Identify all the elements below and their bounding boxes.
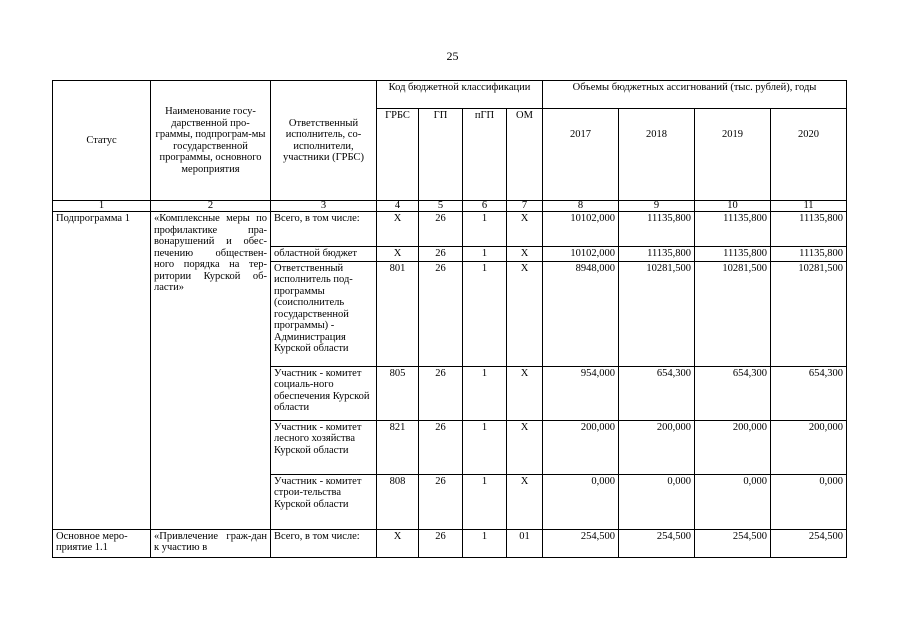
column-number: 5 [419,201,463,212]
row-executor: Участник - комитет строи-тельства Курской области [271,474,377,529]
page-number: 25 [446,49,459,63]
section1-status: Подпрограмма 1 [53,212,151,530]
header-year-2018: 2018 [619,109,695,201]
row-grbs: 805 [377,366,419,420]
budget-table [52,80,847,558]
row-gp: 26 [419,366,463,420]
row-executor: Всего, в том числе: [271,212,377,247]
section2-status: Основное меро-приятие 1.1 [53,529,151,557]
row-v2019: 0,000 [695,474,771,529]
row-grbs: Х [377,529,419,557]
header-budget-code: Код бюджетной классификации [377,81,543,109]
row-v2019: 11135,800 [695,247,771,262]
row-v2019: 654,300 [695,366,771,420]
row-grbs: 821 [377,420,419,474]
row-om: Х [507,212,543,247]
header-name: Наименование госу-дарственной про-граммы, подпрограм-мы государственной программы, основного мероприятия [151,81,271,201]
row-gp: 26 [419,420,463,474]
row-gp: 26 [419,261,463,366]
row-v2017: 200,000 [543,420,619,474]
row-om: Х [507,247,543,262]
column-number: 7 [507,201,543,212]
row-v2020: 254,500 [771,529,847,557]
row-grbs: Х [377,212,419,247]
row-v2020: 0,000 [771,474,847,529]
row-v2019: 200,000 [695,420,771,474]
header-om: ОМ [507,109,543,201]
row-v2017: 254,500 [543,529,619,557]
row-v2017: 954,000 [543,366,619,420]
header-pgp: пГП [463,109,507,201]
row-v2018: 654,300 [619,366,695,420]
column-number: 9 [619,201,695,212]
row-executor: Ответственный исполнитель под-программы (соисполнитель государственной программы) - Администрация Курской области [271,261,377,366]
column-numbers-row [53,201,847,212]
header-year-2020: 2020 [771,109,847,201]
row-om: Х [507,474,543,529]
row-om: Х [507,366,543,420]
header-executor: Ответственный исполнитель, со-исполнители, участники (ГРБС) [271,81,377,201]
row-gp: 26 [419,529,463,557]
row-v2020: 654,300 [771,366,847,420]
row-v2019: 254,500 [695,529,771,557]
row-pgp: 1 [463,247,507,262]
row-v2019: 11135,800 [695,212,771,247]
column-number: 6 [463,201,507,212]
row-v2017: 0,000 [543,474,619,529]
row-v2018: 254,500 [619,529,695,557]
row-v2018: 11135,800 [619,212,695,247]
row-executor: Всего, в том числе: [271,529,377,557]
row-v2018: 11135,800 [619,247,695,262]
row-pgp: 1 [463,366,507,420]
row-gp: 26 [419,212,463,247]
row-v2020: 11135,800 [771,212,847,247]
row-gp: 26 [419,247,463,262]
header-status: Статус [53,81,151,201]
header-volumes: Объемы бюджетных ассигнований (тыс. рублей), годы [543,81,847,109]
column-number: 4 [377,201,419,212]
column-number: 3 [271,201,377,212]
row-executor: областной бюджет [271,247,377,262]
row-v2017: 10102,000 [543,212,619,247]
table-row [53,529,847,557]
row-om: Х [507,261,543,366]
row-grbs: 808 [377,474,419,529]
row-pgp: 1 [463,474,507,529]
column-number: 11 [771,201,847,212]
row-v2020: 10281,500 [771,261,847,366]
row-v2018: 0,000 [619,474,695,529]
row-v2018: 10281,500 [619,261,695,366]
row-executor: Участник - комитет социаль-ного обеспечения Курской области [271,366,377,420]
column-number: 2 [151,201,271,212]
row-grbs: Х [377,247,419,262]
row-v2017: 8948,000 [543,261,619,366]
table-row [53,212,847,247]
row-om: 01 [507,529,543,557]
row-v2017: 10102,000 [543,247,619,262]
section2-name: «Привлечение граж-дан к участию в [151,529,271,557]
header-gp: ГП [419,109,463,201]
row-pgp: 1 [463,261,507,366]
row-v2020: 200,000 [771,420,847,474]
row-executor: Участник - комитет лесного хозяйства Курской области [271,420,377,474]
row-pgp: 1 [463,529,507,557]
column-number: 8 [543,201,619,212]
row-grbs: 801 [377,261,419,366]
column-number: 1 [53,201,151,212]
row-om: Х [507,420,543,474]
row-v2018: 200,000 [619,420,695,474]
header-grbs: ГРБС [377,109,419,201]
column-number: 10 [695,201,771,212]
header-year-2019: 2019 [695,109,771,201]
row-v2020: 11135,800 [771,247,847,262]
row-pgp: 1 [463,420,507,474]
row-v2019: 10281,500 [695,261,771,366]
header-year-2017: 2017 [543,109,619,201]
section1-name: «Комплексные меры по профилактике пра-вонарушений и обес-печению обществен-ного порядка на тер-ритории Курской об-ласти» [151,212,271,530]
row-gp: 26 [419,474,463,529]
row-pgp: 1 [463,212,507,247]
